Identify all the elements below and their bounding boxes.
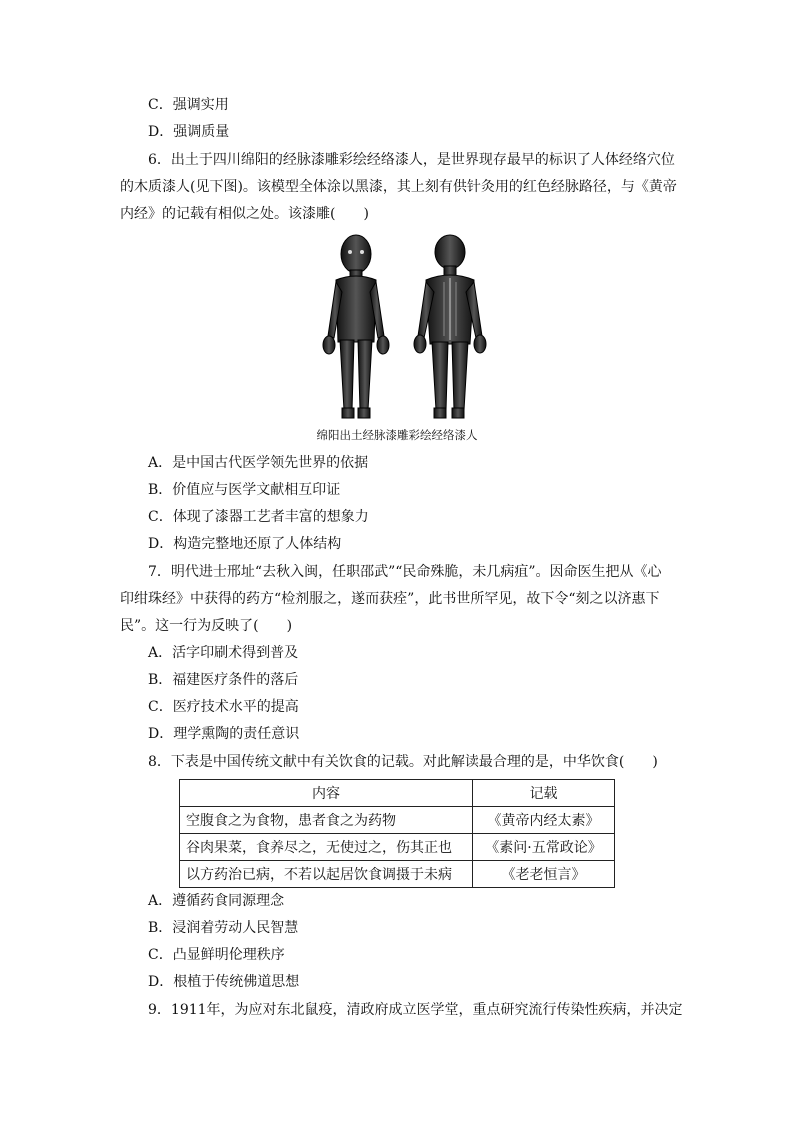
option-d: D．根植于传统佛道思想 [148, 974, 300, 990]
table-row [180, 834, 615, 861]
table-cell: 谷肉果菜，食养尽之，无使过之，伤其正也 [180, 834, 473, 861]
table-header-source: 记载 [473, 780, 615, 807]
option-c: C．医疗技术水平的提高 [148, 699, 299, 715]
option-d: D．构造完整地还原了人体结构 [148, 536, 342, 552]
question-7-line-1: 7．明代进士邢址“去秋入闽，任职邵武”“民命殊脆，未几病疽”。因命医生把从《心 [148, 564, 662, 580]
table-header-content: 内容 [180, 780, 473, 807]
question-6-line-3: 内经》的记载有相似之处。该漆雕( ) [120, 206, 369, 222]
option-c: C．体现了漆器工艺者丰富的想象力 [148, 509, 369, 525]
table-row [180, 807, 615, 834]
diet-records-table [179, 779, 615, 888]
option-a: A．是中国古代医学领先世界的依据 [148, 455, 369, 471]
lacquer-figure-image [318, 232, 494, 424]
table-cell: 《素问·五常政论》 [473, 834, 615, 861]
option-b: B．福建医疗条件的落后 [148, 672, 299, 688]
option-a: A．遵循药食同源理念 [148, 893, 285, 909]
front-figure [323, 235, 389, 418]
figure-caption: 绵阳出土经脉漆雕彩绘经络漆人 [316, 428, 478, 442]
option-b: B．价值应与医学文献相互印证 [148, 482, 341, 498]
option-d: D．理学熏陶的责任意识 [148, 726, 300, 742]
question-8-line-1: 8．下表是中国传统文献中有关饮食的记载。对此解读最合理的是，中华饮食( ) [148, 754, 658, 770]
table-cell: 《黄帝内经太素》 [473, 807, 615, 834]
table-cell: 《老老恒言》 [473, 861, 615, 888]
table-cell: 以方药治已病，不若以起居饮食调摄于未病 [180, 861, 473, 888]
option-c: C．凸显鲜明伦理秩序 [148, 947, 285, 963]
question-6-line-1: 6．出土于四川绵阳的经脉漆雕彩绘经络漆人，是世界现存最早的标识了人体经络穴位 [148, 152, 675, 168]
table-cell: 空腹食之为食物，患者食之为药物 [180, 807, 473, 834]
question-9-line-1: 9．1911年，为应对东北鼠疫，清政府成立医学堂，重点研究流行传染性疾病，并决定 [148, 1002, 683, 1018]
option-a: A．活字印刷术得到普及 [148, 645, 299, 661]
question-6-line-2: 的木质漆人(见下图)。该模型全体涂以黑漆，其上刻有供针灸用的红色经脉路径，与《黄帝 [120, 179, 677, 195]
table-row [180, 861, 615, 888]
option-b: B．浸润着劳动人民智慧 [148, 920, 299, 936]
table-header-row [180, 780, 615, 807]
option-c: C．强调实用 [148, 97, 229, 113]
question-7-line-3: 民”。这一行为反映了( ) [120, 618, 293, 634]
option-d: D．强调质量 [148, 124, 230, 140]
question-7-line-2: 印绀珠经》中获得的药方“检剂服之，遂而获痊”，此书世所罕见，故下令“刻之以济惠下 [120, 591, 660, 607]
